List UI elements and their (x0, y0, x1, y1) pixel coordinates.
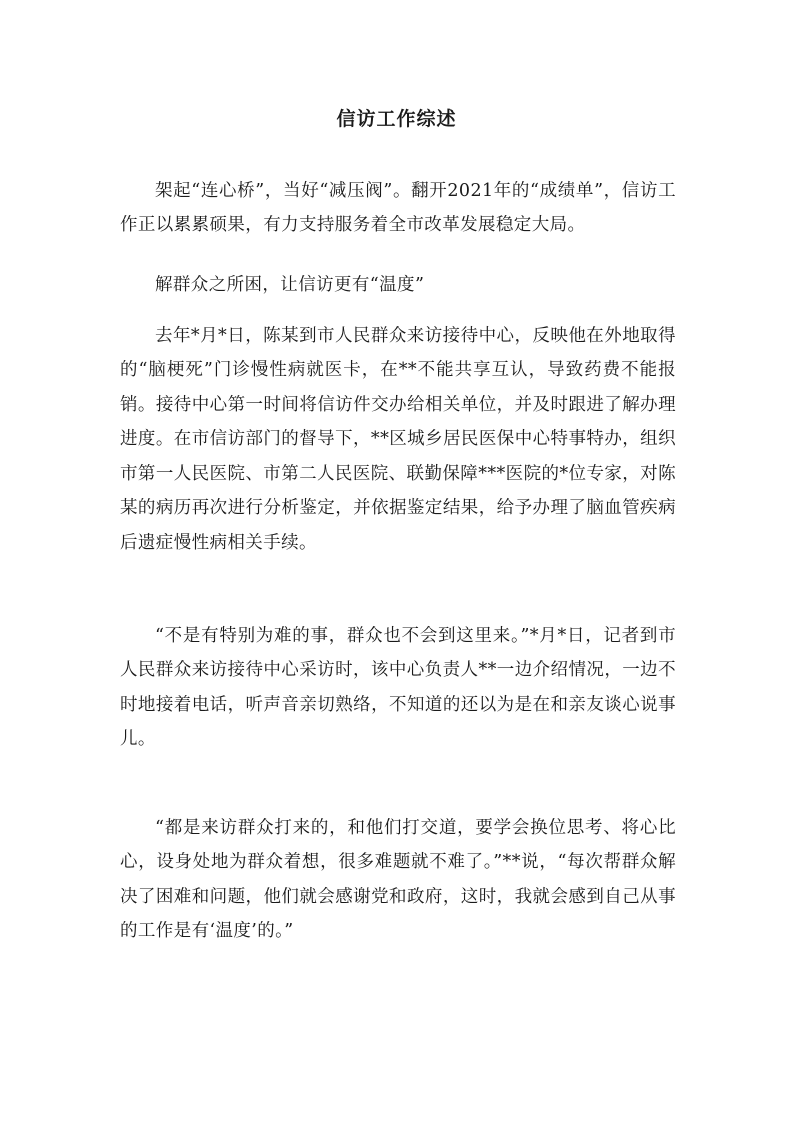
paragraph-quote: “都是来访群众打来的，和他们打交道，要学会换位思考、将心比心，设身处地为群众着想，很多难题就不难了。”**说，“每次帮群众解决了困难和问题，他们就会感谢党和政府，这时，我就会感到自己从事的工作是有‘温度’的。” (120, 817, 676, 941)
paragraph-intro: 架起“连心桥”，当好“减压阀”。翻开2021年的“成绩单”，信访工作正以累累硕果，有力支持服务着全市改革发展稳定大局。 (120, 180, 676, 235)
paragraph-interview: “不是有特别为难的事，群众也不会到这里来。”*月*日，记者到市人民群众来访接待中心采访时，该中心负责人**一边介绍情况，一边不时地接着电话，听声音亲切熟络，不知道的还以为是在和亲友谈心说事儿。 (120, 625, 676, 749)
document-title: 信访工作综述 (336, 108, 457, 130)
paragraph-case: 去年*月*日，陈某到市人民群众来访接待中心，反映他在外地取得的“脑梗死”门诊慢性病就医卡，在**不能共享互认，导致药费不能报销。接待中心第一时间将信访件交办给相关单位，并及时跟进了解办理进度。在市信访部门的督导下，**区城乡居民医保中心特事特办，组织市第一人民医院、市第二人民医院、联勤保障***医院的*位专家，对陈某的病历再次进行分析鉴定，并依据鉴定结果，给予办理了脑血管疾病后遗症慢性病相关手续。 (120, 325, 676, 553)
section-heading: 解群众之所困，让信访更有“温度” (155, 274, 425, 295)
